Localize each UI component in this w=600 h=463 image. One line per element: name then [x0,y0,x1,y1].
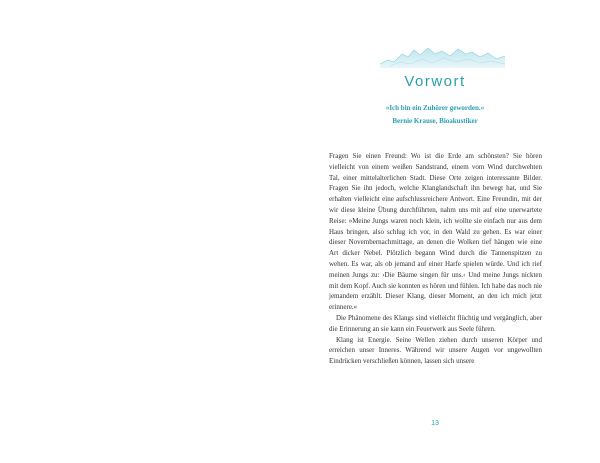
epigraph-attribution: Bernie Krause, Bioakustiker [392,117,478,125]
epigraph-quote: »Ich bin ein Zuhörer geworden.« [385,104,485,112]
body-text [329,151,542,367]
paragraph: Die Phänomene des Klangs sind vielleicht flüchtig und vergänglich, aber die Erinnerung an sie kann ein Feuerwerk aus Seele führen. [329,313,542,333]
epigraph [340,103,530,127]
chapter-title: Vorwort [404,73,466,90]
paragraph: Klang ist Energie. Seine Wellen ziehen durch unseren Körper und erreichen unser Inneres. Während wir unsere Augen vor ungewollten Eindrücken verschließen können, lassen sich unsere [329,335,542,366]
paragraph: Fragen Sie einen Freund: Wo ist die Erde am schönsten? Sie hören vielleicht von einem weißen Sandstrand, einem vom Wind durchwehten Tal, einer mittelalterlichen Stadt. Diese Orte zeigen interessante Bilder. Fragen Sie ihn jedoch, welche Klanglandschaft ihn bewegt hat, und Sie erhalten vielleicht eine aufschlussreichere Antwort. Eine Freundin, mit der wir diese kleine Übung durchführten, nahm uns mit auf eine unerwartete Reise: »Meine Jungs waren noch klein, ich wollte sie einfach nur aus dem Haus bringen, also schlug ich vor, in den Wald zu gehen. Es war einer dieser Novembernachmittage, an denen die Wolken tief hängen wie eine Art dicker Nebel. Plötzlich begann Wind durch die Tannenspitzen zu wehen. Es war, als ob jemand auf einer Harfe spielen würde. Und ich rief meinen Jungs zu: ›Die Bäume singen für uns.‹ Und meine Jungs nickten mit dem Kopf. Auch sie konnten es hören und fühlen. Ich habe das noch nie jemandem erzählt. Dieser Klang, dieser Moment, an den ich mich jetzt erinnere.« [329,152,542,312]
mountain-decoration-icon [380,42,505,68]
page-number: 13 [431,420,439,427]
